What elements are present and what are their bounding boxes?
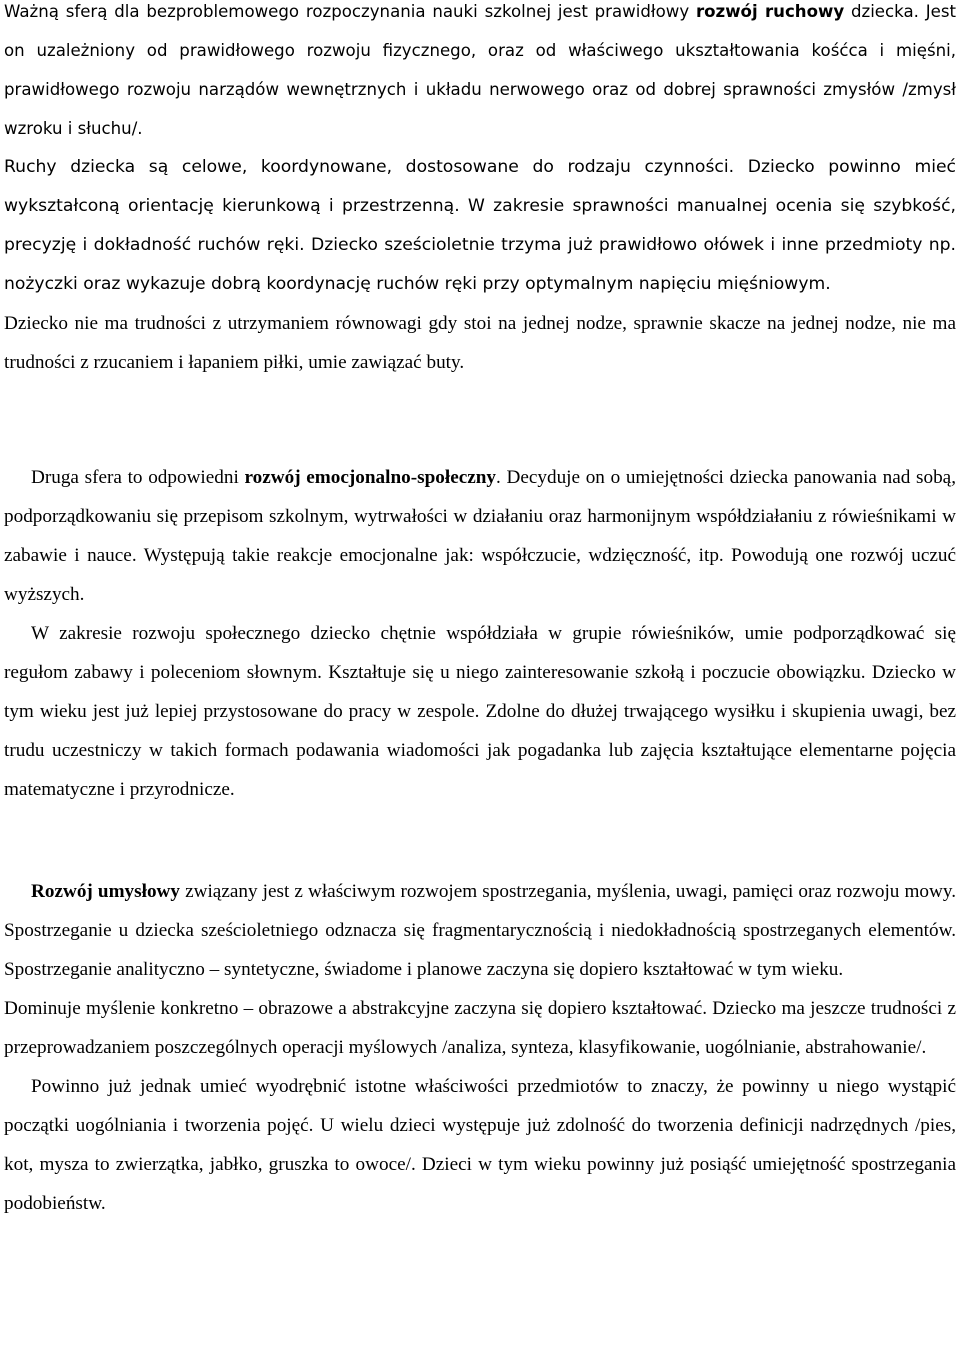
document-page xyxy=(4,0,956,1366)
paragraph-thinking: Dominuje myślenie konkretno – obrazowe a abstrakcyjne zaczyna się dopiero kształtować. Dziecko ma jeszcze trudności z przeprowadzaniem poszczególnych operacji myślowych /analiza, synteza, klasyfikowanie, uogólnianie, abstrahowanie/. xyxy=(4,998,956,1058)
term-motor-development: rozwój ruchowy xyxy=(695,2,845,21)
paragraph-movements: Ruchy dziecka są celowe, koordynowane, dostosowane do rodzaju czynności. Dziecko powinno mieć wykształconą orientację kierunkową i przestrzenną. W zakresie sprawności manualnej ocenia się szybkość, precyzję i dokładność ruchów ręki. Dziecko sześcioletnie trzyma już prawidłowo ołówek i inne przedmioty np. nożyczki oraz wykazuje dobrą koordynację ruchów ręki przy optymalnym napięciu mięśniowym. xyxy=(4,157,956,294)
term-mental-development: Rozwój umysłowy xyxy=(31,881,180,902)
paragraph-emotional-social xyxy=(4,458,956,614)
paragraph-text: związany jest z właściwym rozwojem spostrzegania, myślenia, uwagi, pamięci oraz rozwoju mowy. Spostrzeganie u dziecka sześcioletniego odznacza się fragmentarycznością i niedokładnością spostrzeganych elementów. Spostrzeganie analityczno – syntetyczne, świadome i planowe zaczyna się dopiero kształtować w tym wieku. xyxy=(4,881,956,980)
paragraph-generalization: Powinno już jednak umieć wyodrębnić istotne właściwości przedmiotów to znaczy, że powinny u niego wystąpić początki uogólniania i tworzenia pojęć. U wielu dzieci występuje już zdolność do tworzenia definicji nadrzędnych /pies, kot, mysza to zwierzątka, jabłko, gruszka to owoce/. Dzieci w tym wieku powinny już posiąść umiejętność spostrzegania podobieństw. xyxy=(4,1076,956,1214)
term-emotional-social: rozwój emocjonalno-społeczny xyxy=(244,467,497,488)
paragraph-lead: Ważną sferą dla bezproblemowego rozpoczynania nauki szkolnej jest prawidłowy xyxy=(4,2,696,21)
paragraph-text: dziecka. Jest on uzależniony od prawidłowego rozwoju fizycznego, oraz od właściwego ukształtowania kośćca i mięśni, prawidłowego rozwoju narządów wewnętrznych i układu nerwowego oraz od dobrej sprawności zmysłów /zmysł wzroku i słuchu/. xyxy=(4,2,956,138)
paragraph-social-development: W zakresie rozwoju społecznego dziecko chętnie współdziała w grupie rówieśników, umie podporządkować się regułom zabawy i poleceniom słownym. Kształtuje się u niego zainteresowanie szkołą i poczucie obowiązku. Dziecko w tym wieku jest już lepiej przystosowane do pracy w zespole. Zdolne do dłużej trwającego wysiłku i skupienia uwagi, bez trudu uczestniczy w takich formach podawania wiadomości jak pogadanka lub zajęcia kształtujące elementarne pojęcia matematyczne i przyrodnicze. xyxy=(4,623,956,800)
paragraph-motor-development xyxy=(4,0,956,148)
paragraph-lead: Druga sfera to odpowiedni xyxy=(31,467,245,488)
paragraph-text: . Decyduje on o umiejętności dziecka panowania nad sobą, podporządkowaniu się przepisom szkolnym, wytrwałości w działaniu oraz harmonijnym współdziałaniu z rówieśnikami w zabawie i nauce. Występują takie reakcje emocjonalne jak: współczucie, wdzięczność, itp. Powodują one rozwój uczuć wyższych. xyxy=(4,467,956,605)
paragraph-balance: Dziecko nie ma trudności z utrzymaniem równowagi gdy stoi na jednej nodze, sprawnie skacze na jednej nodze, nie ma trudności z rzucaniem i łapaniem piłki, umie zawiązać buty. xyxy=(4,313,956,373)
paragraph-mental-development xyxy=(4,872,956,989)
